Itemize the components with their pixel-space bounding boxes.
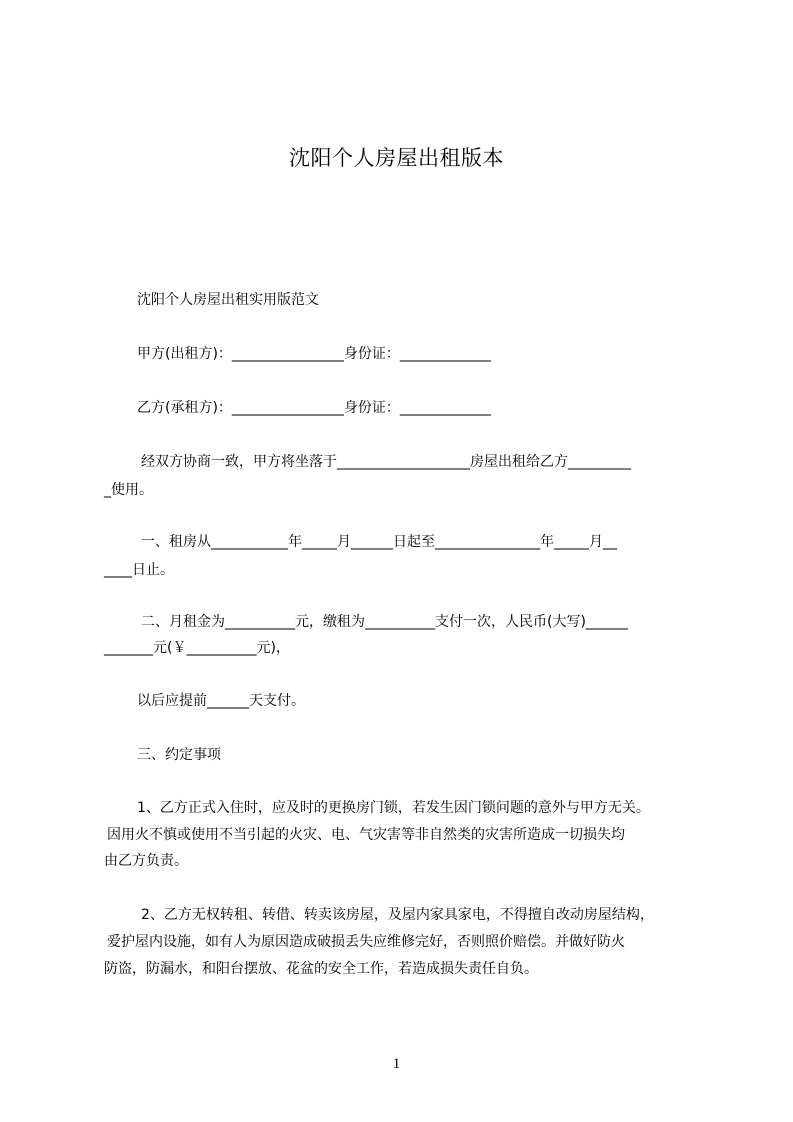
item-1-line-1: 1、乙方正式入住时，应及时的更换房门锁，若发生因门锁问题的意外与甲方无关。	[137, 800, 650, 816]
party-a-line: 甲方(出租方)：________________身份证：_____________	[137, 346, 491, 362]
item-1-line-3: 由乙方负责。	[104, 853, 188, 869]
item-1-line-2: 因用火不慎或使用不当引起的火灾、电、气灾害等非自然类的灾害所造成一切损失均	[107, 827, 625, 843]
clause-2-line-3: 以后应提前______天支付。	[137, 693, 305, 709]
item-2-line-3: 防盗，防漏水，和阳台摆放、花盆的安全工作，若造成损失责任自负。	[104, 961, 538, 977]
item-2-line-1: 2、乙方无权转租、转借、转卖该房屋，及屋内家具家电，不得擅自改动房屋结构，	[141, 907, 654, 923]
clause-2-line-1: 二、月租金为__________元，缴租为__________支付一次，人民币(大写)______	[141, 614, 628, 630]
page-number: 1	[392, 1056, 401, 1072]
clause-1-line-1: 一、租房从___________年_____月______日起至_______________年_____月__	[141, 534, 617, 550]
document-title: 沈阳个人房屋出租版本	[289, 146, 504, 170]
agreement-line-2: _使用。	[104, 482, 153, 498]
item-2-line-2: 爱护屋内设施，如有人为原因造成破损丢失应维修完好，否则照价赔偿。并做好防火	[107, 934, 625, 950]
party-b-line: 乙方(承租方)：________________身份证：_____________	[137, 400, 491, 416]
clause-2-line-2: _______元(￥__________元)，	[104, 640, 290, 656]
document-subtitle: 沈阳个人房屋出租实用版范文	[137, 292, 319, 308]
agreement-line-1: 经双方协商一致，甲方将坐落于___________________房屋出租给乙方_________	[141, 454, 631, 470]
clause-1-line-2: ____日止。	[104, 562, 174, 578]
clause-3-heading: 三、约定事项	[137, 747, 221, 763]
